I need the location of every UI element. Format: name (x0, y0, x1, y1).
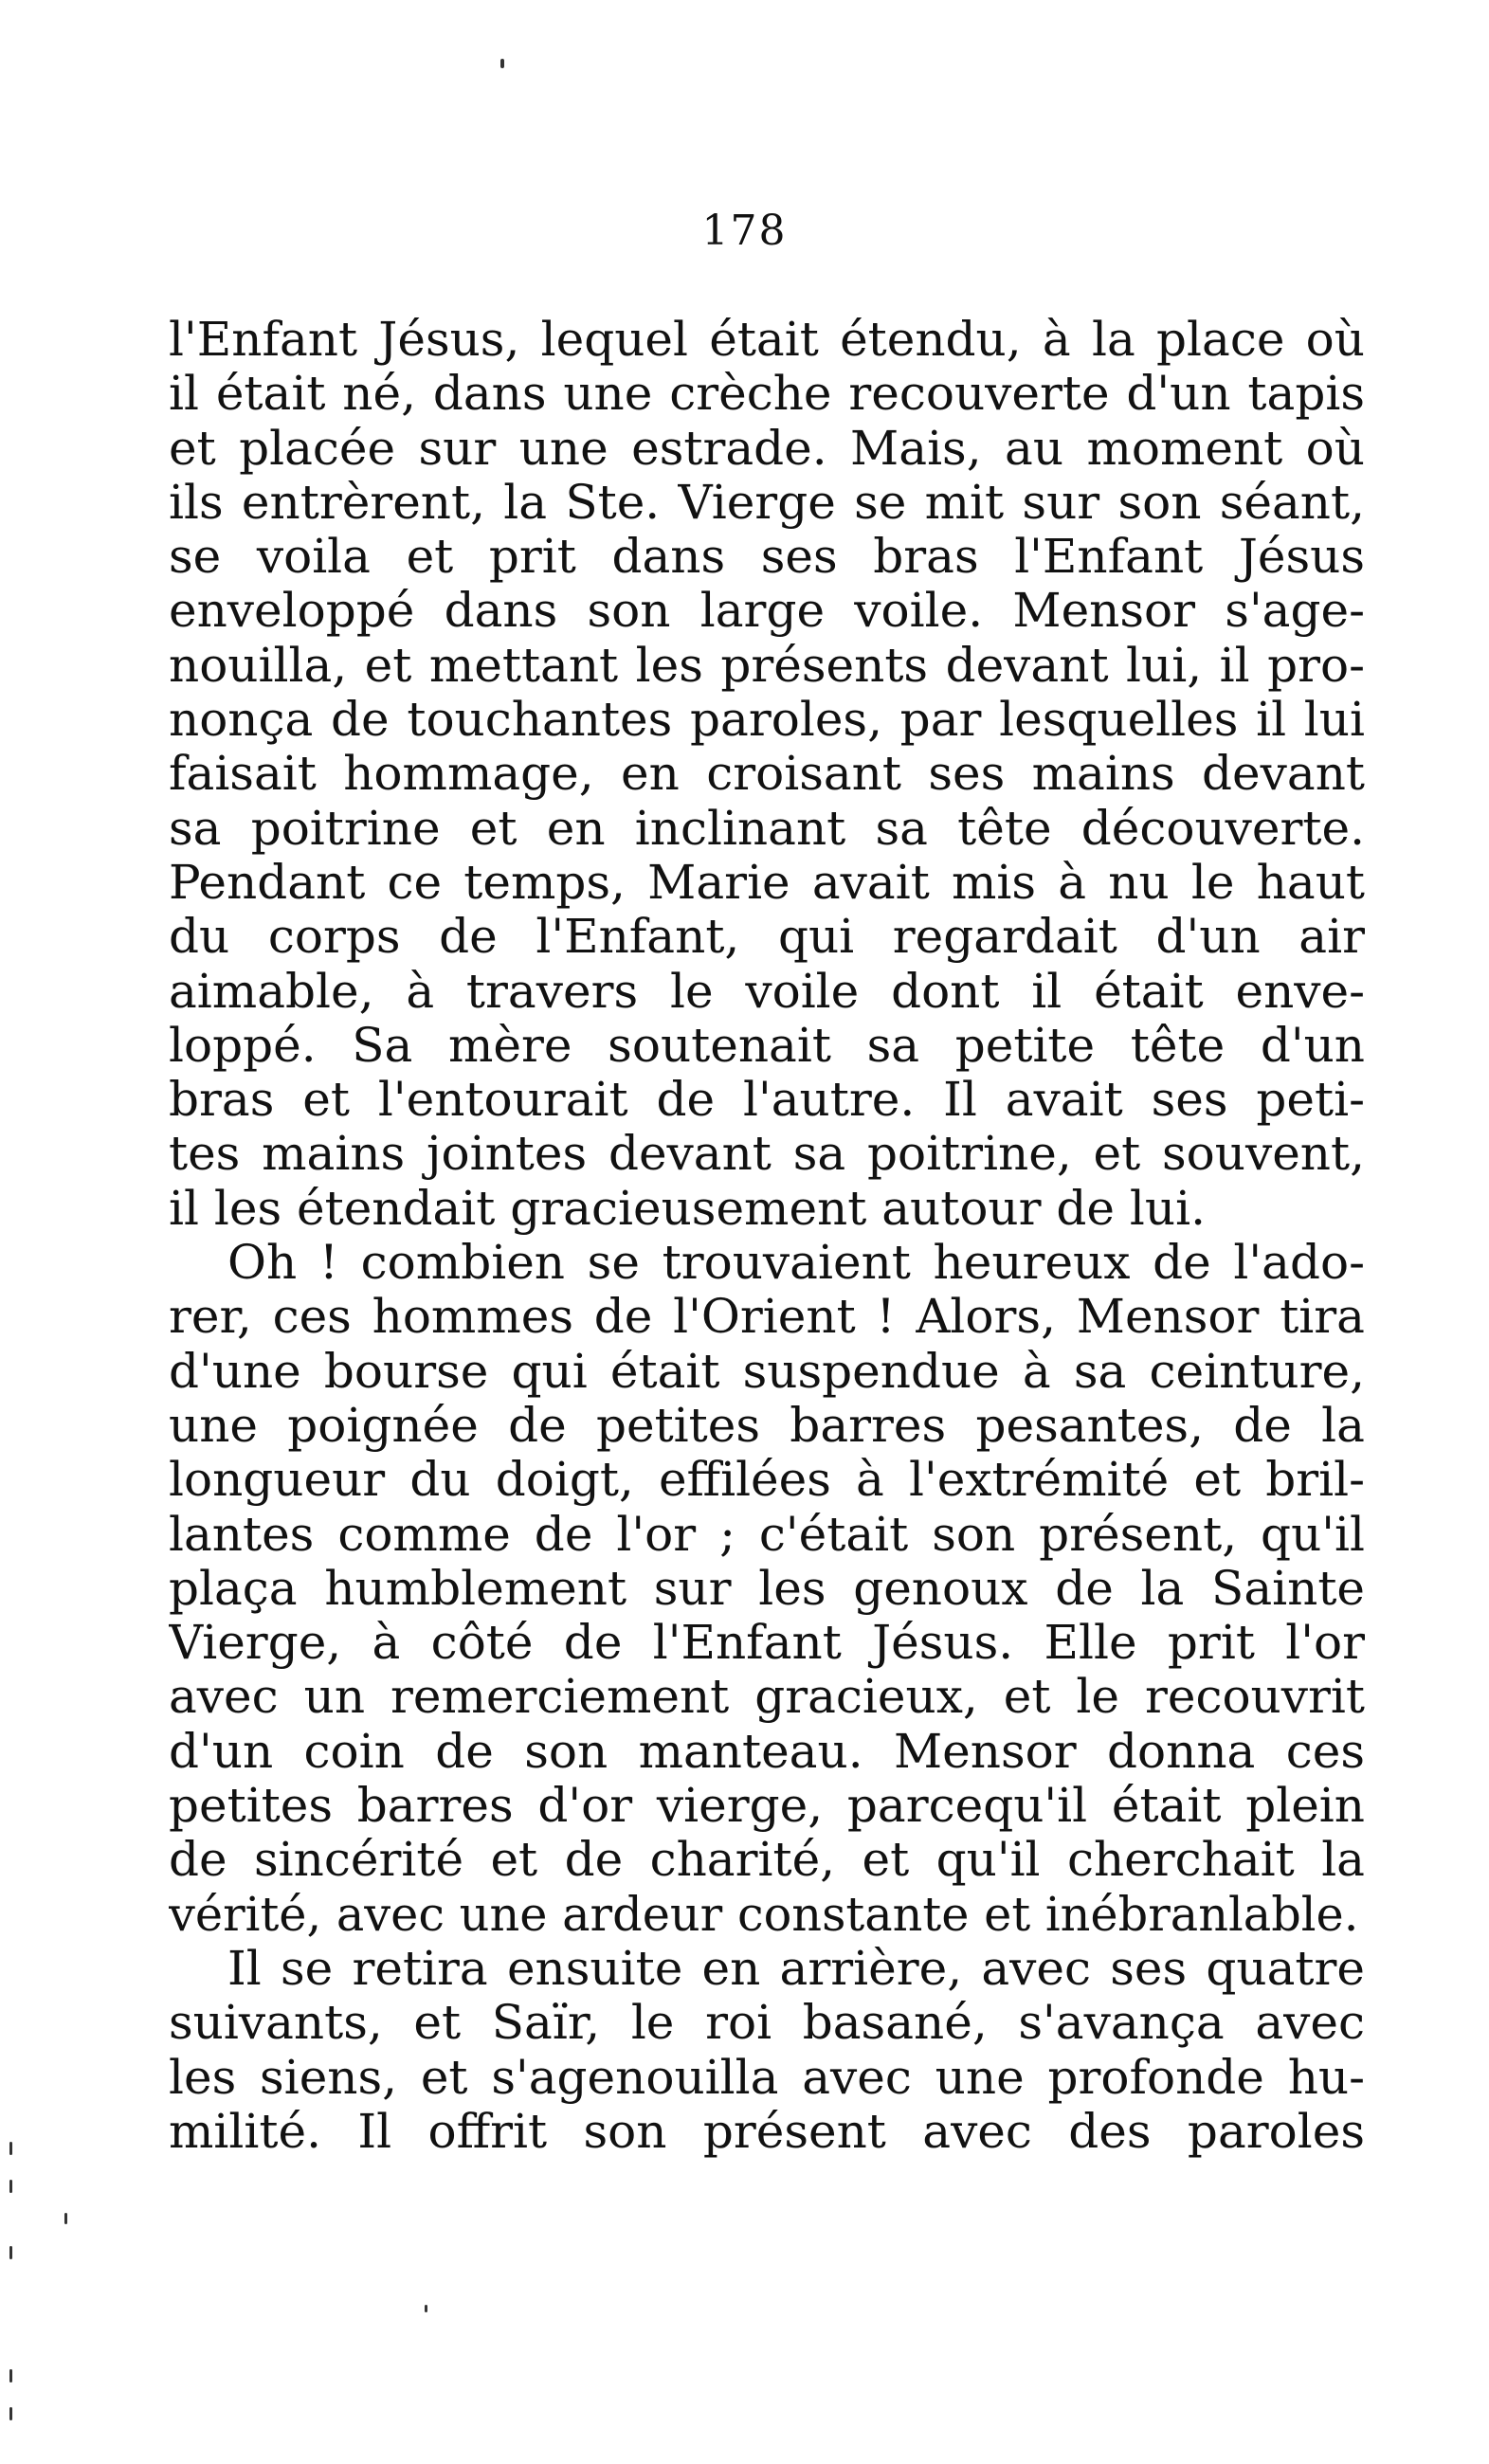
text-line: tes mains jointes devant sa poitrine, et souvent, (169, 1127, 1365, 1182)
text-line: lantes comme de l'or ; c'était son présent, qu'il (169, 1507, 1365, 1562)
body-text (169, 313, 1365, 2159)
text-line: de sincérité et de charité, et qu'il cherchait la (169, 1833, 1365, 1888)
text-line: bras et l'entourait de l'autre. Il avait ses peti- (169, 1073, 1365, 1128)
text-line: du corps de l'Enfant, qui regardait d'un air (169, 910, 1365, 965)
text-line: d'un coin de son manteau. Mensor donna ces (169, 1724, 1365, 1779)
text-line: faisait hommage, en croisant ses mains devant (169, 747, 1365, 802)
text-line: petites barres d'or vierge, parcequ'il était plein (169, 1779, 1365, 1834)
page-number: 178 (701, 207, 788, 255)
stray-mark-left-4 (9, 2246, 12, 2259)
text-line: il était né, dans une crèche recouverte d'un tapis (169, 367, 1365, 422)
text-line: plaça humblement sur les genoux de la Sainte (169, 1561, 1365, 1616)
text-line: avec un remerciement gracieux, et le recouvrit (169, 1670, 1365, 1725)
stray-mark-left-2 (9, 2180, 12, 2193)
text-line: Il se retira ensuite en arrière, avec ses quatre (227, 1941, 1365, 1996)
stray-mark-top (500, 59, 504, 68)
text-line: Vierge, à côté de l'Enfant Jésus. Elle prit l'or (169, 1616, 1365, 1671)
stray-mark-left-6 (9, 2407, 12, 2420)
text-line: sa poitrine et en inclinant sa tête découverte. (169, 801, 1365, 856)
text-line: suivants, et Saïr, le roi basané, s'avança avec (169, 1996, 1365, 2051)
text-line: aimable, à travers le voile dont il était enve- (169, 964, 1365, 1019)
text-line: loppé. Sa mère soutenait sa petite tête d'un (169, 1018, 1365, 1073)
stray-mark-left-3 (64, 2213, 67, 2224)
text-line: longueur du doigt, effilées à l'extrémité et bril- (169, 1453, 1365, 1508)
stray-mark-left-5 (9, 2369, 12, 2382)
text-line: rer, ces hommes de l'Orient ! Alors, Mensor tira (169, 1290, 1365, 1345)
text-line: nonça de touchantes paroles, par lesquelles il lui (169, 693, 1365, 748)
text-line: il les étendait gracieusement autour de lui. (169, 1181, 1206, 1236)
text-line: enveloppé dans son large voile. Mensor s'age- (169, 584, 1365, 639)
text-line: d'une bourse qui était suspendue à sa ceinture, (169, 1344, 1365, 1399)
text-line: ils entrèrent, la Ste. Vierge se mit sur son séant, (169, 475, 1365, 530)
text-line: nouilla, et mettant les présents devant lui, il pro- (169, 638, 1365, 693)
text-line: les siens, et s'agenouilla avec une profonde hu- (169, 2050, 1365, 2105)
stray-mark-bottom (425, 2305, 427, 2312)
text-line: Pendant ce temps, Marie avait mis à nu le haut (169, 855, 1365, 910)
text-line: et placée sur une estrade. Mais, au moment où (169, 421, 1365, 476)
text-line: vérité, avec une ardeur constante et inébranlable. (169, 1887, 1359, 1942)
text-line: Oh ! combien se trouvaient heureux de l'ado- (227, 1236, 1365, 1291)
text-line: milité. Il offrit son présent avec des paroles (169, 2104, 1365, 2159)
text-line: se voila et prit dans ses bras l'Enfant Jésus (169, 530, 1365, 585)
text-line: l'Enfant Jésus, lequel était étendu, à la place où (169, 313, 1365, 367)
text-line: une poignée de petites barres pesantes, de la (169, 1398, 1365, 1453)
stray-mark-left-1 (9, 2142, 12, 2155)
